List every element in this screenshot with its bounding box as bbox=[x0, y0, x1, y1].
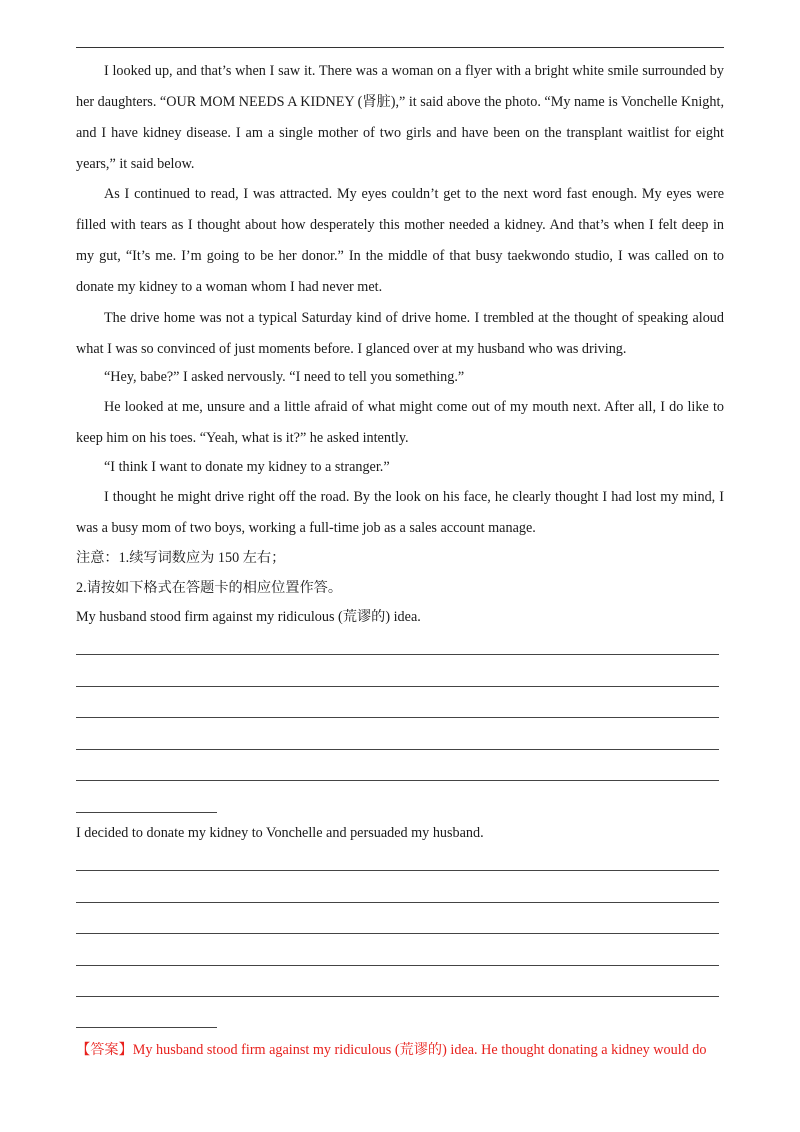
passage-paragraph-6: “I think I want to donate my kidney to a stranger.” bbox=[104, 459, 390, 475]
answer-section bbox=[76, 1035, 724, 1066]
continuation-prompt-1: My husband stood firm against my ridiculous (荒谬的) idea. bbox=[76, 609, 421, 625]
passage-paragraph-3: The drive home was not a typical Saturday kind of drive home. I trembled at the thought of speaking aloud what I was so convinced of just moments before. I glanced over at my husband who was driving. bbox=[76, 310, 724, 357]
writing-line bbox=[76, 996, 719, 997]
answer-tag: 【答案】 bbox=[76, 1042, 133, 1058]
passage-paragraph-4: “Hey, babe?” I asked nervously. “I need to tell you something.” bbox=[104, 369, 465, 385]
writing-line bbox=[76, 717, 719, 718]
writing-line bbox=[76, 749, 719, 750]
passage-paragraph-7: I thought he might drive right off the road. By the look on his face, he clearly thought I had lost my mind, I was a busy mom of two boys, working a full-time job as a sales account manage. bbox=[76, 489, 724, 536]
writing-line bbox=[76, 780, 719, 781]
writing-line bbox=[76, 965, 719, 966]
writing-line bbox=[76, 686, 719, 687]
writing-line bbox=[76, 654, 719, 655]
passage-paragraph-5: He looked at me, unsure and a little afraid of what might come out of my mouth next. After all, I do like to keep him on his toes. “Yeah, what is it?” he asked intently. bbox=[76, 399, 724, 446]
writing-line bbox=[76, 902, 719, 903]
passage-paragraph-2: As I continued to read, I was attracted. My eyes couldn’t get to the next word fast enough. My eyes were filled with tears as I thought about how desperately this mother needed a kidney. And that’s when I felt deep in my gut, “It’s me. I’m going to be her donor.” In the middle of that busy taekwondo studio, I was called on to donate my kidney to a woman whom I had never met. bbox=[76, 186, 724, 295]
answer-text: My husband stood firm against my ridiculous (荒谬的) idea. He thought donating a kidney would do bbox=[132, 1042, 707, 1058]
writing-line bbox=[76, 870, 719, 871]
continuation-prompt-2: I decided to donate my kidney to Vonchelle and persuaded my husband. bbox=[76, 825, 484, 841]
note-format: 2.请按如下格式在答题卡的相应位置作答。 bbox=[76, 580, 343, 596]
header-rule bbox=[76, 47, 724, 48]
writing-line-short bbox=[76, 812, 217, 813]
writing-line-short bbox=[76, 1027, 217, 1028]
passage-paragraph-1: I looked up, and that’s when I saw it. There was a woman on a flyer with a bright white smile surrounded by her daughters. “OUR MOM NEEDS A KIDNEY (肾脏),” it said above the photo. “My name is Vonchelle Knight, and I have kidney disease. I am a single mother of two girls and have been on the transplant waitlist for eight years,” it said below. bbox=[76, 63, 724, 172]
note-word-count: 注意：1.续写词数应为 150 左右； bbox=[76, 550, 286, 566]
writing-line bbox=[76, 933, 719, 934]
